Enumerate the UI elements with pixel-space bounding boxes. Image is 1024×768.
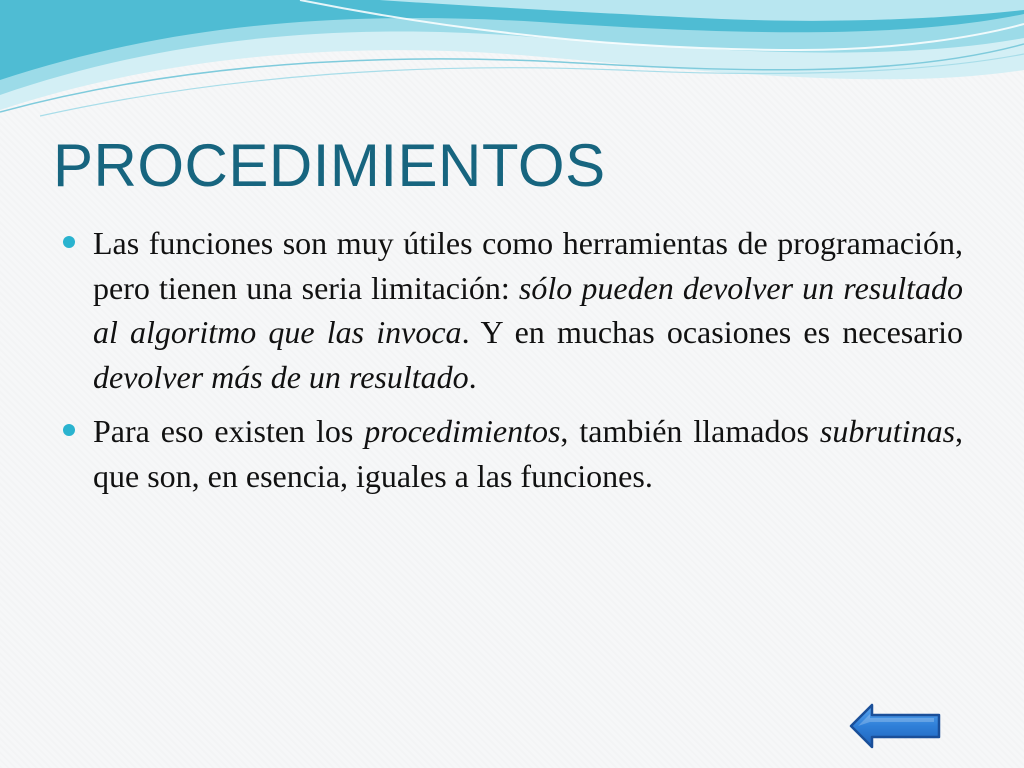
text-run: . [468,358,477,395]
italic-run: devolver más de un resultado [93,358,469,395]
bullet-text [93,221,963,399]
text-run: Las funciones son muy útiles como herramientas de programación, pero tienen una seria limitación: [93,225,963,306]
bullet-item [63,409,963,498]
text-run: Para eso existen los [93,413,365,449]
slide-title: PROCEDIMIENTOS [53,132,606,199]
bullet-dot-icon [63,236,75,248]
bullet-text [93,409,963,498]
text-run: , que son, en esencia, iguales a las funciones. [93,413,964,494]
left-arrow-icon[interactable] [848,702,942,750]
header-wave-decoration [0,0,1024,130]
text-run: . Y en muchas ocasiones es necesario [461,314,964,350]
bullet-dot-icon [63,424,75,436]
italic-run: subrutinas [819,413,956,449]
text-run: , también llamados [560,413,820,449]
italic-run: procedimientos [364,413,561,449]
italic-run: sólo pueden devolver un resultado al algoritmo que las invoca [93,269,964,350]
bullet-item [63,221,963,399]
bullet-list [63,221,963,508]
